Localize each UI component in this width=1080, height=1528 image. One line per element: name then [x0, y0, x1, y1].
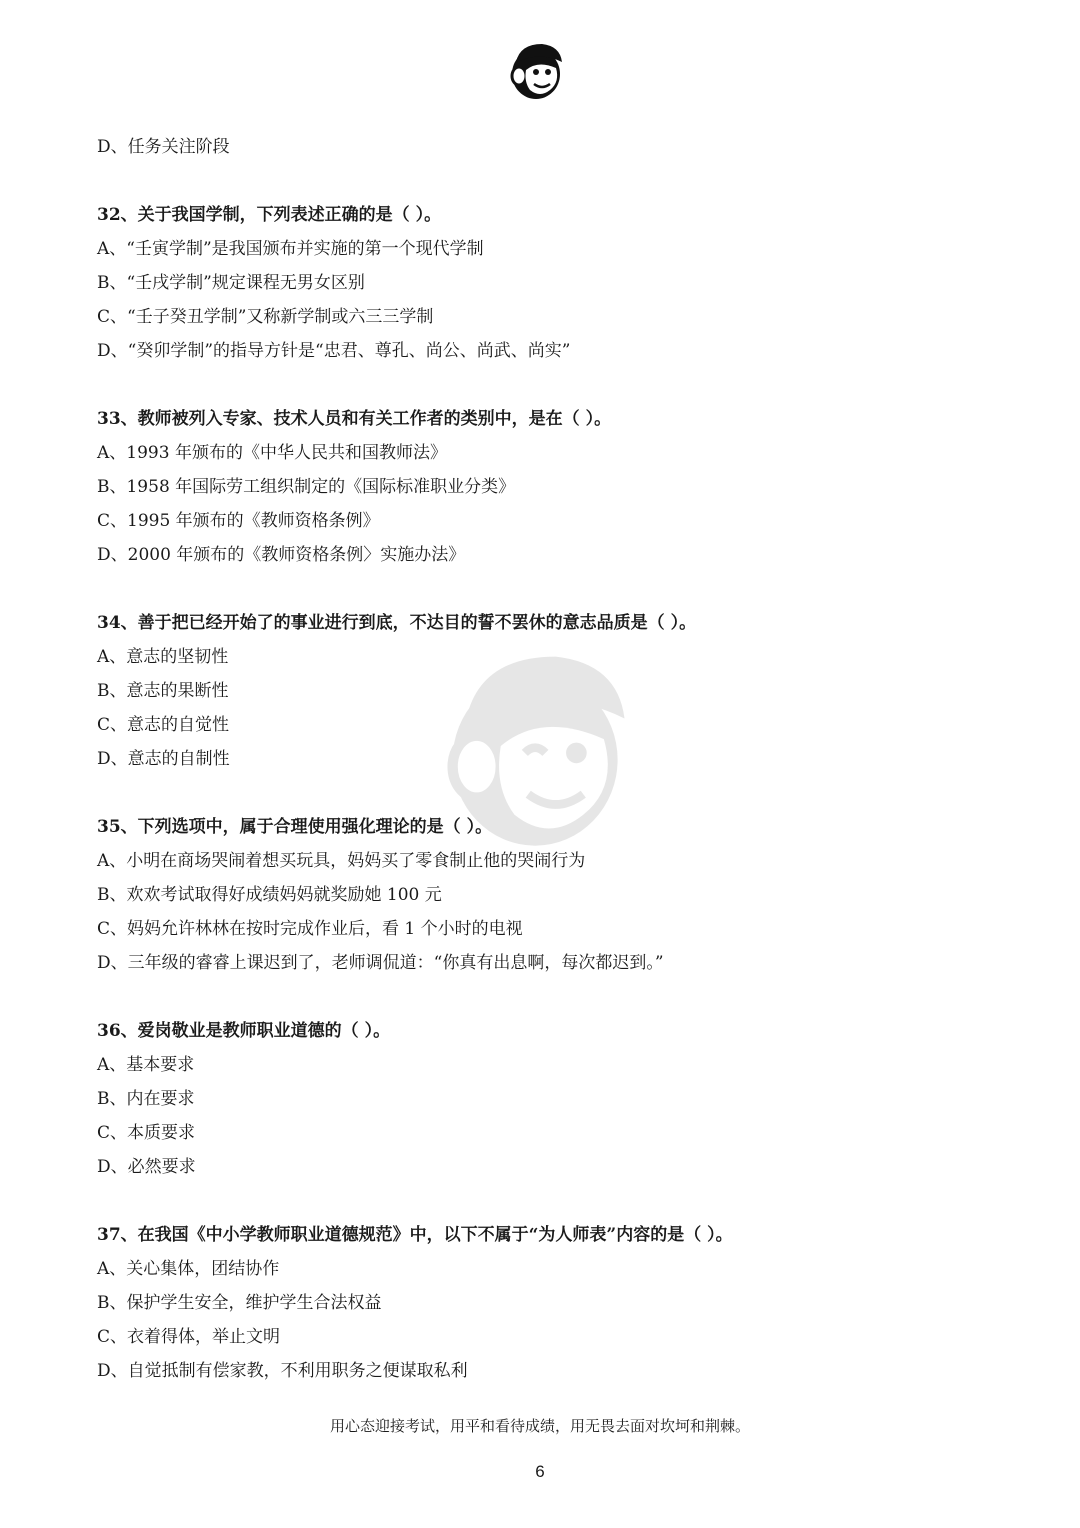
question-stem: 36、爱岗敬业是教师职业道德的（ ）。	[97, 1021, 391, 1041]
question-32	[97, 198, 997, 368]
option-a: A、“壬寅学制”是我国颁布并实施的第一个现代学制	[97, 239, 484, 259]
question-36	[97, 1014, 997, 1184]
question-stem: 33、教师被列入专家、技术人员和有关工作者的类别中，是在（ ）。	[97, 409, 612, 429]
option-b: B、内在要求	[97, 1089, 195, 1109]
option-a: A、1993 年颁布的《中华人民共和国教师法》	[97, 443, 447, 463]
option-b: B、欢欢考试取得好成绩妈妈就奖励她 100 元	[97, 885, 442, 905]
option-c: C、意志的自觉性	[97, 715, 230, 735]
option-d: D、2000 年颁布的《教师资格条例〉实施办法》	[97, 545, 466, 565]
option-c: C、本质要求	[97, 1123, 196, 1143]
option-d: D、意志的自制性	[97, 749, 230, 769]
option-b: B、意志的果断性	[97, 681, 229, 701]
footer-motto: 用心态迎接考试，用平和看待成绩，用无畏去面对坎坷和荆棘。	[329, 1417, 750, 1435]
option-c: C、妈妈允许林林在按时完成作业后，看 1 个小时的电视	[97, 919, 523, 939]
question-content	[97, 130, 997, 1422]
option-b: B、保护学生安全，维护学生合法权益	[97, 1293, 382, 1313]
option-c: C、衣着得体，举止文明	[97, 1327, 281, 1347]
option-c: C、“壬子癸丑学制”又称新学制或六三三学制	[97, 307, 434, 327]
option-d: D、必然要求	[97, 1157, 196, 1177]
question-33	[97, 402, 997, 572]
option-a: A、意志的坚韧性	[97, 647, 229, 667]
question-stem: 34、善于把已经开始了的事业进行到底，不达目的誓不罢休的意志品质是（ ）。	[97, 613, 697, 633]
option-d: D、“癸卯学制”的指导方针是“忠君、尊孔、尚公、尚武、尚实”	[97, 341, 571, 361]
option-c: C、1995 年颁布的《教师资格条例》	[97, 511, 380, 531]
previous-question-option: D、任务关注阶段	[97, 137, 230, 157]
option-a: A、基本要求	[97, 1055, 195, 1075]
question-34	[97, 606, 997, 776]
page-number: 6	[535, 1462, 545, 1481]
question-stem: 37、在我国《中小学教师职业道德规范》中，以下不属于“为人师表”内容的是（ ）。	[97, 1225, 733, 1245]
option-b: B、“壬戌学制”规定课程无男女区别	[97, 273, 365, 293]
question-stem: 32、关于我国学制，下列表述正确的是（ ）。	[97, 205, 442, 225]
option-d: D、三年级的睿睿上课迟到了，老师调侃道：“你真有出息啊，每次都迟到。”	[97, 953, 664, 973]
option-a: A、小明在商场哭闹着想买玩具，妈妈买了零食制止他的哭闹行为	[97, 851, 586, 871]
question-37	[97, 1218, 997, 1388]
question-35	[97, 810, 997, 980]
monkey-logo-icon	[506, 38, 570, 102]
option-b: B、1958 年国际劳工组织制定的《国际标准职业分类》	[97, 477, 516, 497]
question-stem: 35、下列选项中，属于合理使用强化理论的是（ ）。	[97, 817, 493, 837]
option-a: A、关心集体，团结协作	[97, 1259, 280, 1279]
option-d: D、自觉抵制有偿家教，不利用职务之便谋取私利	[97, 1361, 468, 1381]
